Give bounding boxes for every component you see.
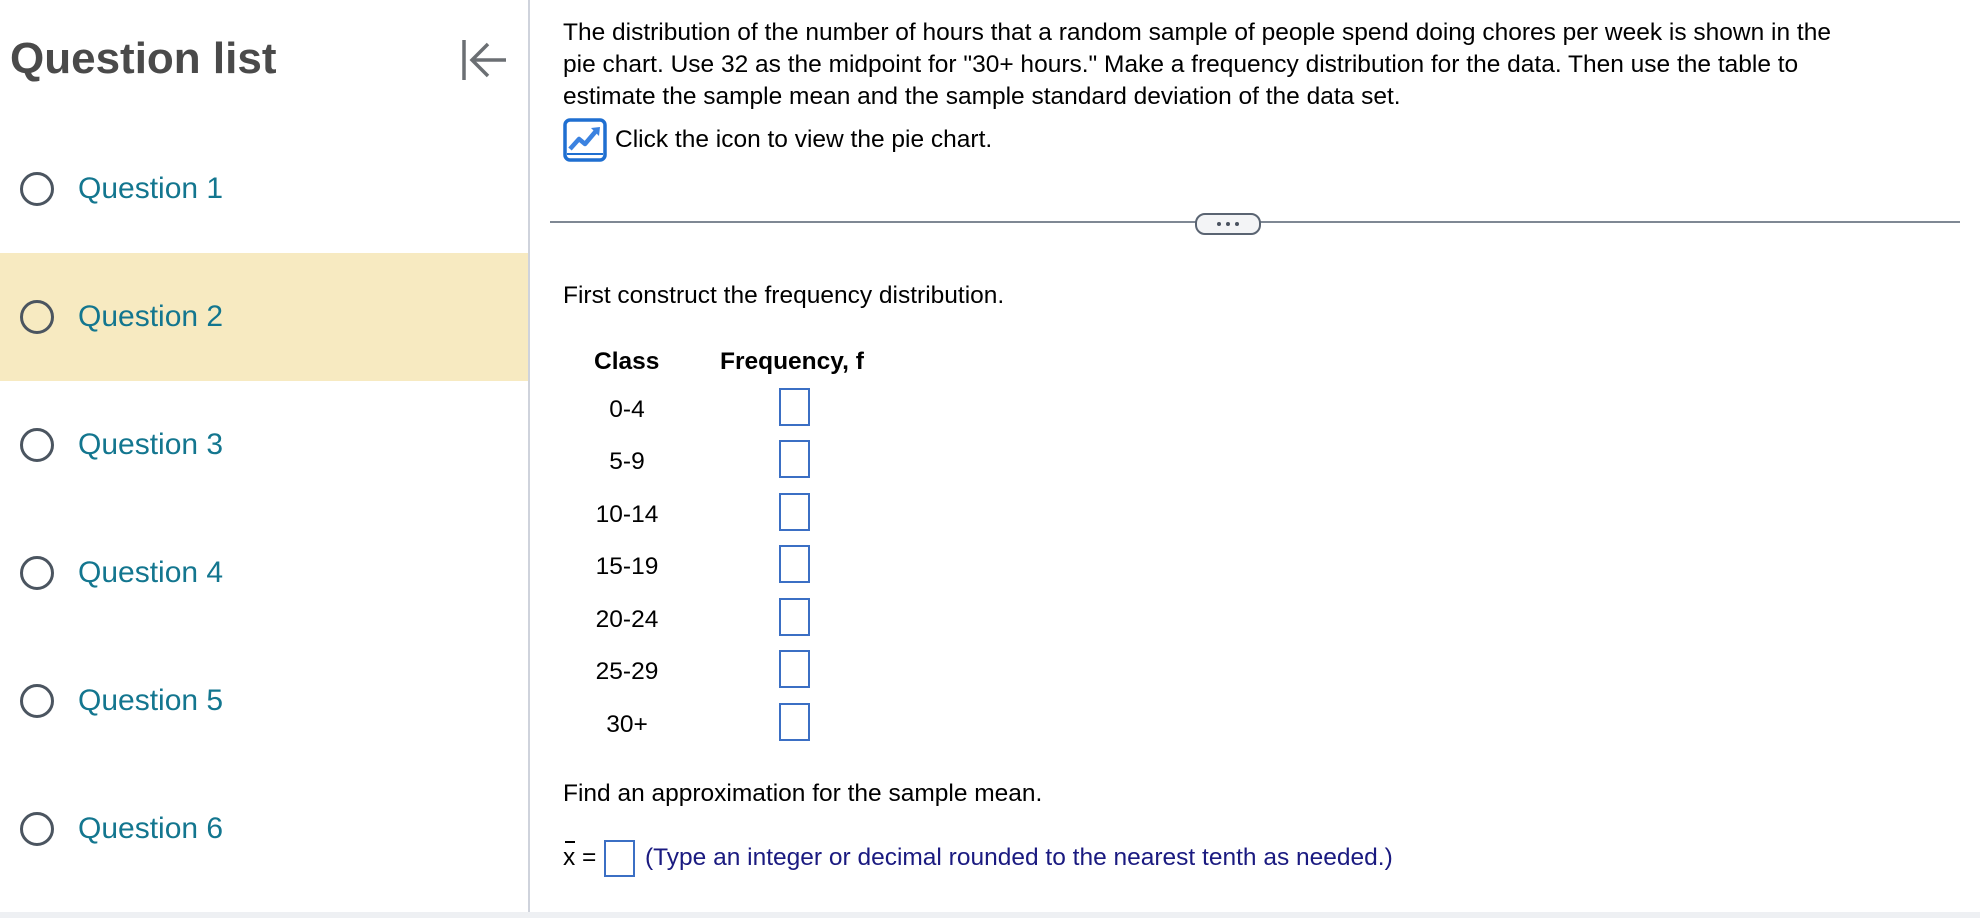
question-label: Question 4 (78, 556, 224, 589)
sidebar-divider (528, 0, 530, 912)
chart-icon[interactable] (563, 118, 607, 162)
prompt-line: The distribution of the number of hours that a random sample of people spend doing chores per week is shown in the (563, 19, 1831, 46)
question-label: Question 6 (78, 812, 224, 845)
sidebar-item-question-5[interactable] (0, 637, 528, 765)
frequency-input-20-24[interactable] (779, 598, 810, 636)
sample-mean-input[interactable] (604, 840, 635, 877)
status-circle-icon (20, 300, 54, 334)
bottom-bar (0, 912, 1980, 918)
frequency-input-0-4[interactable] (779, 388, 810, 426)
status-circle-icon (20, 684, 54, 718)
sample-mean-label-text: x = (563, 844, 597, 871)
question-label: Question 3 (78, 428, 224, 461)
sidebar-title: Question list (10, 34, 277, 83)
status-circle-icon (20, 812, 54, 846)
status-circle-icon (20, 556, 54, 590)
sidebar-item-question-2[interactable] (0, 253, 528, 381)
sidebar-item-question-4[interactable] (0, 509, 528, 637)
view-pie-chart-link[interactable] (563, 118, 992, 162)
class-cell: 10-14 (595, 501, 659, 528)
question-label: Question 1 (78, 172, 224, 205)
question-list-sidebar (0, 0, 528, 912)
class-cell: 30+ (606, 711, 648, 738)
sidebar-item-question-3[interactable] (0, 381, 528, 509)
column-header-frequency: Frequency, f (720, 348, 864, 375)
ellipsis-dot-icon (1217, 222, 1221, 226)
step1-instruction: First construct the frequency distribution. (563, 282, 1005, 309)
ellipsis-dot-icon (1235, 222, 1239, 226)
frequency-input-10-14[interactable] (779, 493, 810, 531)
status-circle-icon (20, 172, 54, 206)
expand-more-button[interactable] (1195, 213, 1261, 235)
frequency-input-5-9[interactable] (779, 440, 810, 478)
status-circle-icon (20, 428, 54, 462)
prompt-line: estimate the sample mean and the sample standard deviation of the data set. (563, 83, 1401, 110)
collapse-left-icon (458, 36, 510, 84)
question-prompt (563, 17, 1831, 113)
chart-link-text: Click the icon to view the pie chart. (615, 126, 993, 153)
collapse-sidebar-button[interactable] (458, 36, 510, 84)
question-label: Question 5 (78, 684, 224, 717)
column-header-class: Class (594, 348, 660, 375)
question-label: Question 2 (78, 300, 224, 333)
sidebar-item-question-6[interactable] (0, 765, 528, 893)
frequency-input-15-19[interactable] (779, 545, 810, 583)
class-cell: 25-29 (595, 658, 659, 685)
sample-mean-label (563, 844, 596, 872)
prompt-line: pie chart. Use 32 as the midpoint for "30+ hours." Make a frequency distribution for the data. Then use the table to (563, 51, 1799, 78)
class-cell: 0-4 (609, 396, 645, 423)
class-cell: 5-9 (609, 448, 645, 475)
xbar-overline (565, 841, 575, 843)
class-cell: 20-24 (595, 606, 659, 633)
frequency-input-25-29[interactable] (779, 650, 810, 688)
frequency-input-30-plus[interactable] (779, 703, 810, 741)
step2-instruction: Find an approximation for the sample mean. (563, 780, 1043, 807)
sidebar-item-question-1[interactable] (0, 125, 528, 253)
answer-format-hint: (Type an integer or decimal rounded to the nearest tenth as needed.) (645, 844, 1393, 871)
class-cell: 15-19 (595, 553, 659, 580)
ellipsis-dot-icon (1226, 222, 1230, 226)
